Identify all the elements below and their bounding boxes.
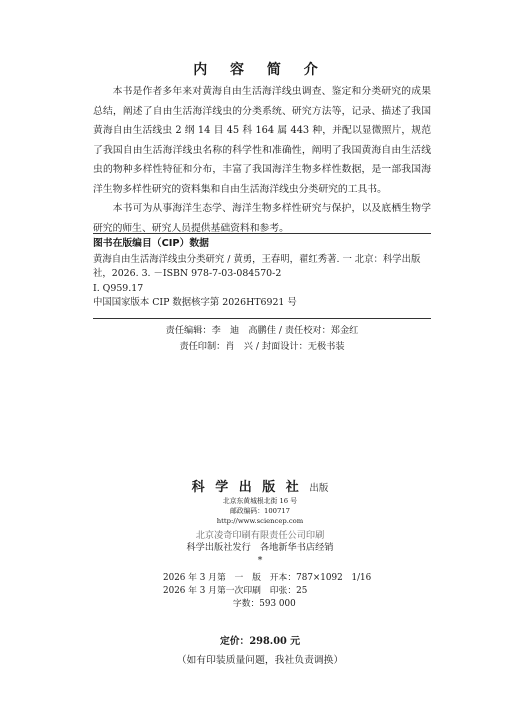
cip-bottom-rule (93, 318, 431, 319)
edition-specs (163, 572, 371, 611)
cip-number: 中国国家版本 CIP 数据核字第 2026HT6921 号 (93, 297, 297, 308)
summary-paragraph: 本书是作者多年来对黄海自由生活海洋线虫调查、鉴定和分类研究的成果总结，阐述了自由生活海洋线虫的分类系统、研究方法等，记录、描述了我国黄海自由生活线虫 2 纲 14 目 45 科 164 属 443 种，并配以显微照片，规范了我国自由生活海洋线虫名称的科学性和准确性，阐明了我国黄海自由生活线虫的物种多样性特征和分布，丰富了我国海洋生物多样性数据，是一部我国海洋生物多样性研究的资料集和自由生活海洋线虫分类研究的工具书。 (93, 86, 431, 195)
publisher-name: 科 学 出 版 社 出版 (191, 480, 329, 495)
cip-record: 黄海自由生活海洋线虫分类研究 / 黄勇，王春明，翟红秀著. 一 北京：科学出版社，2026. 3. －ISBN 978-7-03-084570-2 (93, 253, 421, 279)
page-title: 内 容 简 介 (193, 62, 327, 78)
printer-name: 北京凌奇印刷有限责任公司印刷 (195, 529, 325, 541)
summary-paragraph: 本书可为从事海洋生态学、海洋生物多样性研究与保护，以及底栖生物学研究的师生、研究人员提供基础资料和参考。 (93, 203, 431, 234)
publisher-address: 北京东黄城根北街 16 号 (222, 496, 298, 505)
content-summary (93, 82, 431, 238)
responsibility-credits (93, 323, 431, 355)
production-line: 责任印制：肖 兴 / 封面设计：无极书装 (179, 341, 345, 352)
distribution-line: 科学出版社发行 各地新华书店经销 (186, 542, 334, 553)
quality-notice: （如有印装质量问题，我社负责调换） (176, 655, 344, 666)
publisher-website[interactable]: http://www.sciencep.com (216, 516, 304, 525)
cip-classification: Ⅰ. Q959.17 (93, 282, 144, 294)
cip-top-rule (93, 233, 431, 234)
publisher-postcode: 邮政编码：100717 (230, 506, 290, 515)
publisher-suffix: 出版 (309, 483, 329, 494)
spec-row: 2026 年 3 月第 一 版 开本：787×1092 1/16 (163, 573, 372, 583)
spec-row: 字数：593 000 (163, 599, 296, 609)
cip-block (93, 237, 431, 311)
spec-row: 2026 年 3 月第一次印刷 印张：25 (163, 586, 308, 596)
separator-star: * (257, 554, 263, 566)
editor-line: 责任编辑：李 迪 高鹏佳 / 责任校对：郑金红 (165, 325, 359, 336)
price: 定价：298.00 元 (219, 636, 301, 647)
publisher-block (0, 482, 520, 567)
cip-heading: 图书在版编目（CIP）数据 (93, 238, 209, 249)
